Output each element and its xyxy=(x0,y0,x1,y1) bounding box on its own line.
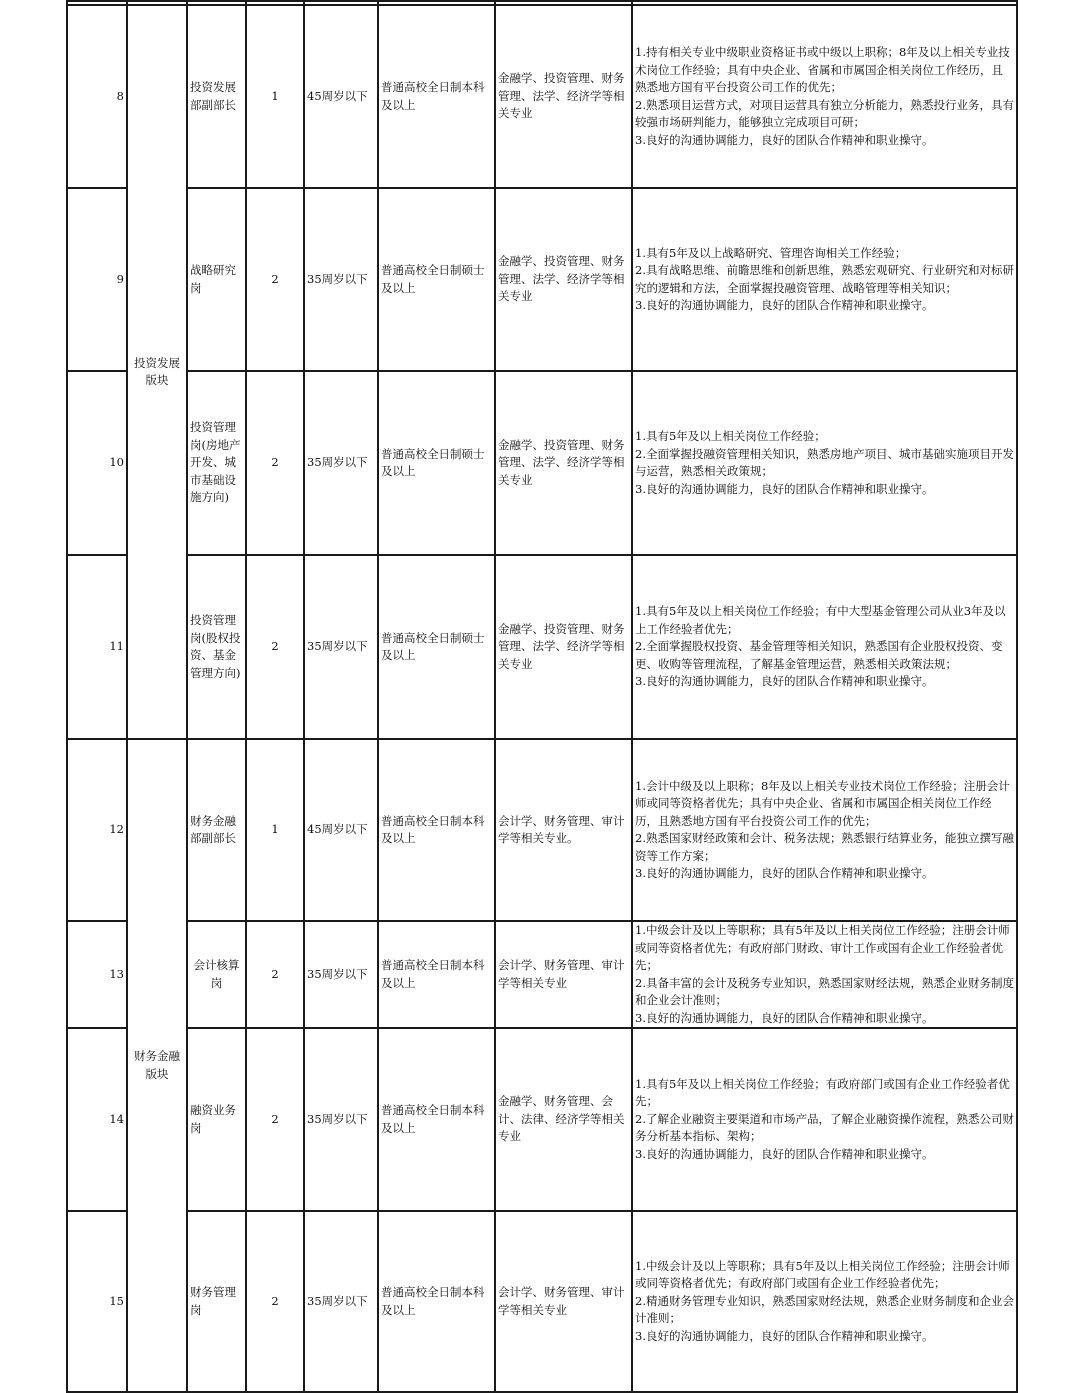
requirement-line: 3.良好的沟通协调能力，良好的团队合作精神和职业操守。 xyxy=(635,298,934,312)
education-requirement: 普通高校全日制本科及以上 xyxy=(378,1028,495,1211)
age-limit: 35周岁以下 xyxy=(304,921,378,1028)
requirement-line: 1.会计中级及以上职称；8年及以上相关专业技术岗位工作经验；注册会计师或同等资格者优先；具有中央企业、省属和市属国企相关岗位工作经历，且熟悉地方国有平台投资公司工作的优先； xyxy=(635,778,1010,828)
requirement-line: 2.了解企业融资主要渠道和市场产品，了解企业融资操作流程，熟悉公司财务分析基本指标、架构； xyxy=(635,1111,1014,1144)
row-number: 11 xyxy=(67,555,127,739)
major-requirement: 金融学、财务管理、会计、法律、经济学等相关专业 xyxy=(495,1028,632,1211)
requirement-line: 2.全面掌握投融资管理相关知识，熟悉房地产项目、城市基础实施项目开发与运营，熟悉相关政策规； xyxy=(635,446,1014,478)
headcount: 2 xyxy=(246,371,304,555)
position-name: 投资管理岗(股权投资、基金管理方向) xyxy=(187,555,246,739)
position-name: 财务金融部副部长 xyxy=(187,739,246,921)
requirement-line: 3.良好的沟通协调能力，良好的团队合作精神和职业操守。 xyxy=(635,674,934,689)
requirement-line: 1.具有5年及以上相关岗位工作经验；有政府部门或国有企业工作经验者优先； xyxy=(635,1076,1010,1109)
education-requirement: 普通高校全日制硕士及以上 xyxy=(378,371,495,555)
row-number: 8 xyxy=(67,5,127,188)
department-cell: 投资发展版块 xyxy=(127,5,187,739)
age-limit: 35周岁以下 xyxy=(304,371,378,555)
requirement-line: 2.具有战略思维、前瞻思维和创新思维，熟悉宏观研究、行业研究和对标研究的逻辑和方法，全面掌握投融资管理、战略管理等相关知识； xyxy=(635,263,1014,295)
education-requirement: 普通高校全日制硕士及以上 xyxy=(378,555,495,739)
row-number: 12 xyxy=(67,739,127,921)
position-name: 融资业务岗 xyxy=(187,1028,246,1211)
requirement-line: 3.良好的沟通协调能力，良好的团队合作精神和职业操守。 xyxy=(635,132,934,147)
job-requirements xyxy=(632,1211,1017,1392)
position-name: 投资发展部副部长 xyxy=(187,5,246,188)
position-name: 财务管理岗 xyxy=(187,1211,246,1392)
headcount: 2 xyxy=(246,921,304,1028)
table-row xyxy=(67,1028,1017,1211)
age-limit: 35周岁以下 xyxy=(304,555,378,739)
row-number: 15 xyxy=(67,1211,127,1392)
major-requirement: 会计学、财务管理、审计学等相关专业。 xyxy=(495,739,632,921)
job-requirements xyxy=(632,188,1017,371)
age-limit: 45周岁以下 xyxy=(304,5,378,188)
major-requirement: 金融学、投资管理、财务管理、法学、经济学等相关专业 xyxy=(495,555,632,739)
requirement-line: 3.良好的沟通协调能力，良好的团队合作精神和职业操守。 xyxy=(635,481,934,496)
requirement-line: 1.具有5年及以上战略研究、管理咨询相关工作经验； xyxy=(635,245,907,260)
job-requirements xyxy=(632,739,1017,921)
requirement-line: 1.持有相关专业中级职业资格证书或中级以上职称；8年及以上相关专业技术岗位工作经验；具有中央企业、省属和市属国企相关岗位工作经历，且熟悉地方国有平台投资公司工作的优先； xyxy=(635,45,1010,94)
department-cell: 财务金融版块 xyxy=(127,739,187,1392)
table-row xyxy=(67,1211,1017,1392)
row-number: 13 xyxy=(67,921,127,1028)
position-name: 会计核算岗 xyxy=(187,921,246,1028)
requirement-line: 3.良好的沟通协调能力，良好的团队合作精神和职业操守。 xyxy=(635,1328,934,1343)
recruitment-table xyxy=(66,0,1018,1393)
headcount: 1 xyxy=(246,5,304,188)
headcount: 1 xyxy=(246,739,304,921)
requirement-line: 2.熟悉项目运营方式，对项目运营具有独立分析能力，熟悉投行业务，具有较强市场研判能力，能够独立完成项目可研； xyxy=(635,97,1014,129)
age-limit: 35周岁以下 xyxy=(304,1211,378,1392)
age-limit: 45周岁以下 xyxy=(304,739,378,921)
job-requirements xyxy=(632,5,1017,188)
position-name: 战略研究岗 xyxy=(187,188,246,371)
requirement-line: 2.精通财务管理专业知识，熟悉国家财经法规，熟悉企业财务制度和企业会计准则； xyxy=(635,1293,1014,1326)
education-requirement: 普通高校全日制硕士及以上 xyxy=(378,188,495,371)
row-number: 14 xyxy=(67,1028,127,1211)
job-requirements xyxy=(632,371,1017,555)
age-limit: 35周岁以下 xyxy=(304,1028,378,1211)
table-row xyxy=(67,739,1017,921)
requirement-line: 1.中级会计及以上等职称；具有5年及以上相关岗位工作经验；注册会计师或同等资格者优先；有政府部门财政、审计工作或国有企业工作经验者优先； xyxy=(635,923,1010,972)
education-requirement: 普通高校全日制本科及以上 xyxy=(378,5,495,188)
education-requirement: 普通高校全日制本科及以上 xyxy=(378,739,495,921)
table-row xyxy=(67,921,1017,1028)
requirement-line: 1.具有5年及以上相关岗位工作经验； xyxy=(635,429,826,443)
requirement-line: 3.良好的沟通协调能力，良好的团队合作精神和职业操守。 xyxy=(635,866,934,880)
major-requirement: 会计学、财务管理、审计学等相关专业 xyxy=(495,921,632,1028)
job-requirements xyxy=(632,921,1017,1028)
headcount: 2 xyxy=(246,1211,304,1392)
table-row xyxy=(67,371,1017,555)
education-requirement: 普通高校全日制本科及以上 xyxy=(378,921,495,1028)
major-requirement: 金融学、投资管理、财务管理、法学、经济学等相关专业 xyxy=(495,188,632,371)
requirement-line: 1.中级会计及以上等职称；具有5年及以上相关岗位工作经验；注册会计师或同等资格者优先；有政府部门或国有企业工作经验者优先； xyxy=(635,1258,1010,1291)
requirement-line: 2.熟悉国家财经政策和会计、税务法规；熟悉银行结算业务，能独立撰写融资等工作方案； xyxy=(635,831,1014,863)
headcount: 2 xyxy=(246,1028,304,1211)
table-row xyxy=(67,555,1017,739)
job-requirements xyxy=(632,1028,1017,1211)
headcount: 2 xyxy=(246,188,304,371)
requirement-line: 2.具备丰富的会计及税务专业知识，熟悉国家财经法规，熟悉企业财务制度和企业会计准则； xyxy=(635,975,1014,1007)
row-number: 10 xyxy=(67,371,127,555)
row-number: 9 xyxy=(67,188,127,371)
requirement-line: 1.具有5年及以上相关岗位工作经验；有中大型基金管理公司从业3年及以上工作经验者优先； xyxy=(635,604,1006,636)
requirement-line: 3.良好的沟通协调能力，良好的团队合作精神和职业操守。 xyxy=(635,1146,934,1161)
job-requirements xyxy=(632,555,1017,739)
major-requirement: 会计学、财务管理、审计学等相关专业 xyxy=(495,1211,632,1392)
education-requirement: 普通高校全日制本科及以上 xyxy=(378,1211,495,1392)
table-row xyxy=(67,5,1017,188)
age-limit: 35周岁以下 xyxy=(304,188,378,371)
headcount: 2 xyxy=(246,555,304,739)
requirement-line: 2.全面掌握股权投资、基金管理等相关知识，熟悉国有企业股权投资、变更、收购等管理流程，了解基金管理运营，熟悉相关政策法规； xyxy=(635,639,1003,671)
position-name: 投资管理岗(房地产开发、城市基础设施方向) xyxy=(187,371,246,555)
major-requirement: 金融学、投资管理、财务管理、法学、经济学等相关专业 xyxy=(495,371,632,555)
requirement-line: 3.良好的沟通协调能力，良好的团队合作精神和职业操守。 xyxy=(635,1010,934,1025)
table-row xyxy=(67,188,1017,371)
major-requirement: 金融学、投资管理、财务管理、法学、经济学等相关专业 xyxy=(495,5,632,188)
